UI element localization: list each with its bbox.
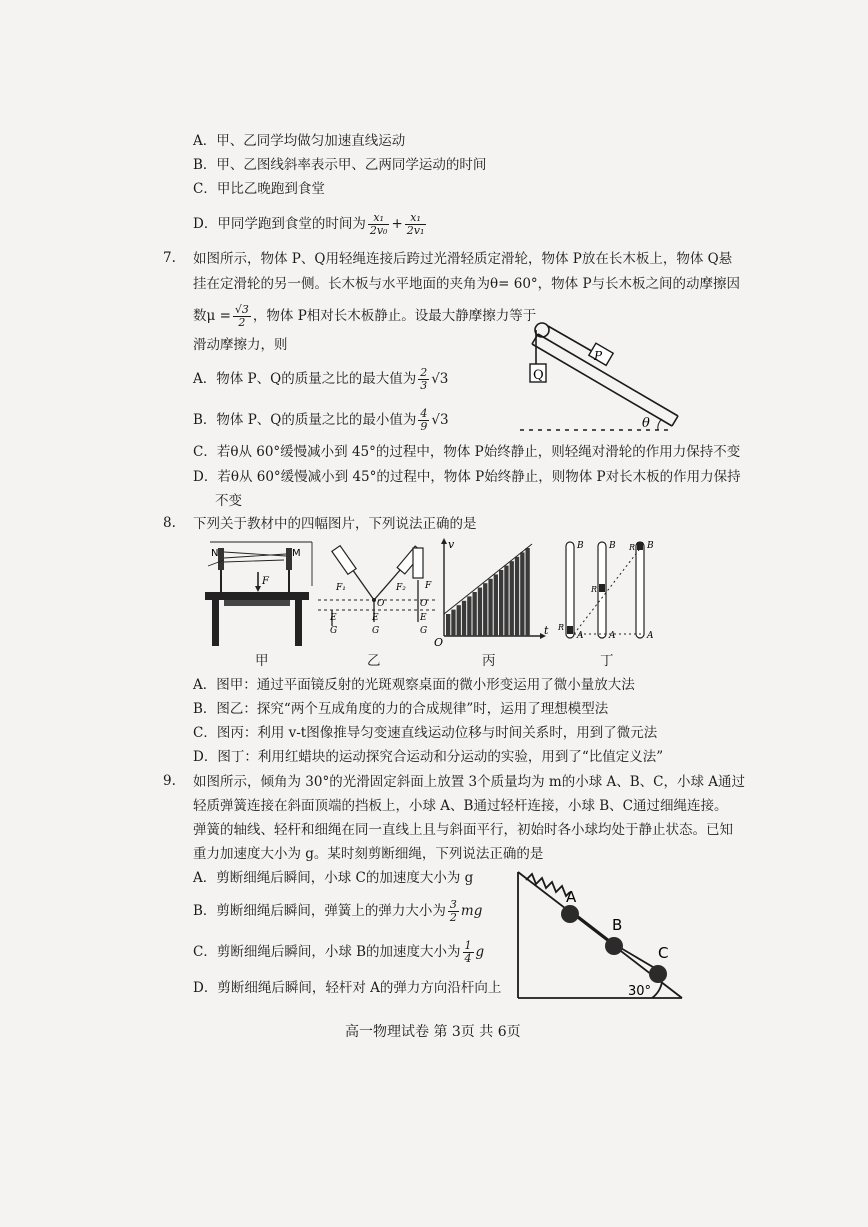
q8-bing-label-t: t <box>544 624 549 637</box>
q7-option-b: B．物体 P、Q的质量之比的最小值为 $\frac{4}{9}$ √3 <box>193 407 449 433</box>
q8-bing-bars <box>446 548 530 636</box>
q6-option-c: C．甲比乙晚跑到食堂 <box>193 181 325 197</box>
q6-d-fraction-1: $\frac{\text{x₁}}{\text{2v₀}}$ <box>369 211 388 237</box>
q7-number: 7. <box>163 250 176 266</box>
q8-option-c: C．图丙：利用 v-t图像推导匀变速直线运动位移与时间关系时，用到了微元法 <box>193 725 658 741</box>
q8-bing-bar <box>494 574 498 636</box>
q6-d-plus: + <box>391 216 403 232</box>
q7-label-theta: θ <box>642 416 650 431</box>
q8-bing-bar <box>483 583 487 636</box>
q7-option-a: A．物体 P、Q的质量之比的最大值为 $\frac{2}{3}$ √3 <box>193 366 449 392</box>
q8-bing-bar <box>478 588 482 636</box>
q8-stem: 下列关于教材中的四幅图片，下列说法正确的是 <box>193 516 477 532</box>
q8-ding-label-a1: A <box>577 631 584 641</box>
q9-number: 9. <box>163 773 176 789</box>
q8-bing-bar <box>467 596 471 636</box>
q9-option-a: A．剪断细绳后瞬间，小球 C的加速度大小为 g <box>193 870 474 886</box>
q8-caption-ding: 丁 <box>600 653 614 669</box>
q8-caption-bing: 丙 <box>482 653 496 669</box>
q8-yi-label-f: F <box>425 581 432 591</box>
q8-bing-bar <box>515 557 519 636</box>
q8-option-a: A．图甲：通过平面镜反射的光斑观察桌面的微小形变运用了微小量放大法 <box>193 677 635 693</box>
q6-d-text: D．甲同学跑到食堂的时间为 <box>193 216 366 232</box>
q8-yi-label-o2: O <box>420 599 428 609</box>
q7-mu-fraction: $\frac{√3}{2}$ <box>234 303 249 329</box>
q8-yi-label-g1: G <box>330 626 338 636</box>
q8-ding-label-r1: R <box>558 623 565 632</box>
q8-option-d: D．图丁：利用红蜡块的运动探究合运动和分运动的实验，用到了“比值定义法” <box>193 749 664 765</box>
q8-figure-ding <box>556 538 664 648</box>
q8-yi-label-f2: F₂ <box>396 583 406 593</box>
q8-figure-bing <box>432 536 552 648</box>
q6-option-a: A．甲、乙同学均做匀加速直线运动 <box>193 133 406 149</box>
q8-figure-yi <box>318 540 436 636</box>
q8-jia-label-f: F <box>262 576 269 587</box>
q9-ball-c <box>649 965 667 983</box>
q7-stem-line-4: 滑动摩擦力，则 <box>193 337 288 353</box>
q8-yi-label-g3: G <box>420 626 428 636</box>
q7-stem-line-3: 数μ = $\frac{√3}{2}$ ，物体 P相对长木板静止。设最大静摩擦力等于 <box>193 303 537 329</box>
q9-label-angle: 30° <box>628 984 652 999</box>
q8-bing-bar <box>451 610 455 636</box>
q8-ding-label-b1: B <box>577 541 584 551</box>
q9-stem-line-2: 轻质弹簧连接在斜面顶端的挡板上，小球 A、B通过轻杆连接，小球 B、C通过细绳连接。 <box>193 798 728 814</box>
q8-caption-jia: 甲 <box>255 653 269 669</box>
q9-option-d: D．剪断细绳后瞬间，轻杆对 A的弹力方向沿杆向上 <box>193 980 502 996</box>
q8-figure-jia <box>200 536 315 648</box>
q6-d-fraction-2: $\frac{\text{x₁}}{\text{2v₁}}$ <box>406 211 425 237</box>
q8-ding-label-b3: B <box>647 541 654 551</box>
page-footer: 高一物理试卷 第 3页 共 6页 <box>345 1024 521 1040</box>
q9-option-b: B．剪断细绳后瞬间，弹簧上的弹力大小为 $\frac{3}{2}$ mg <box>193 898 483 924</box>
q9-label-b: B <box>612 916 623 934</box>
q8-yi-label-e1: E <box>330 613 337 623</box>
q7-stem-line-1: 如图所示，物体 P、Q用轻绳连接后跨过光滑轻质定滑轮，物体 P放在长木板上，物体 Q悬 <box>193 251 733 267</box>
q9-incline-figure <box>512 866 688 1002</box>
q7-label-p: P <box>594 349 603 363</box>
q8-bing-bar <box>446 614 450 636</box>
q8-number: 8. <box>163 515 176 531</box>
q8-bing-bar <box>473 592 477 636</box>
q9-label-a: A <box>566 888 577 906</box>
q9-option-c: C．剪断细绳后瞬间，小球 B的加速度大小为 $\frac{1}{4}$ g <box>193 939 485 965</box>
q9-label-c: C <box>658 944 669 962</box>
q6-option-b: B．甲、乙图线斜率表示甲、乙两同学运动的时间 <box>193 157 487 173</box>
q8-bing-bar <box>499 570 503 636</box>
q8-ding-label-a3: A <box>647 631 654 641</box>
q8-bing-bar <box>462 601 466 636</box>
q8-bing-bar <box>526 548 530 636</box>
q8-yi-label-o1: O <box>377 599 385 609</box>
q8-bing-bar <box>488 579 492 636</box>
q8-yi-label-f1: F₁ <box>336 583 346 593</box>
q7-stem-line-2: 挂在定滑轮的另一侧。长木板与水平地面的夹角为θ= 60°，物体 P与长木板之间的动摩擦因 <box>193 276 741 292</box>
q9-stem-line-4: 重力加速度大小为 g。某时刻剪断细绳，下列说法正确的是 <box>193 846 544 862</box>
q8-bing-bar <box>504 566 508 636</box>
q7-incline-figure <box>520 312 690 437</box>
q7-option-c: C．若θ从 60°缓慢减小到 45°的过程中，物体 P始终静止，则轻绳对滑轮的作用力保持不变 <box>193 444 741 460</box>
q8-jia-label-m: M <box>292 548 301 559</box>
q8-bing-bar <box>510 561 514 636</box>
q8-yi-label-e3: E <box>420 613 427 623</box>
q9-ball-b <box>605 937 623 955</box>
q8-bing-bar <box>457 605 461 636</box>
q9-stem-line-1: 如图所示，倾角为 30°的光滑固定斜面上放置 3个质量均为 m的小球 A、B、C，小球 A通过 <box>193 774 746 790</box>
q7-option-d-line-1: D．若θ从 60°缓慢减小到 45°的过程中，物体 P始终静止，则物体 P对长木板的作用力保持 <box>193 469 741 485</box>
q8-bing-label-o: O <box>434 636 444 648</box>
q8-jia-label-n: N <box>211 548 219 559</box>
q7-label-q: Q <box>533 368 544 383</box>
q8-ding-label-a2: A <box>609 631 616 641</box>
q8-bing-bar <box>520 552 524 636</box>
q8-ding-label-r3: R <box>629 543 636 552</box>
q7-option-d-line-2: 不变 <box>215 493 242 509</box>
q6-option-d <box>193 212 428 237</box>
q8-option-b: B．图乙：探究“两个互成角度的力的合成规律”时，运用了理想模型法 <box>193 701 609 717</box>
q9-stem-line-3: 弹簧的轴线、轻杆和细绳在同一直线上且与斜面平行，初始时各小球均处于静止状态。已知 <box>193 822 733 838</box>
q8-caption-yi: 乙 <box>367 653 381 669</box>
q8-yi-label-g2: G <box>372 626 380 636</box>
q8-bing-label-v: v <box>448 538 455 551</box>
q8-ding-label-b2: B <box>609 541 616 551</box>
q8-yi-label-e2: E <box>372 613 379 623</box>
q9-ball-a <box>561 905 579 923</box>
q8-ding-label-r2: R <box>591 585 598 594</box>
